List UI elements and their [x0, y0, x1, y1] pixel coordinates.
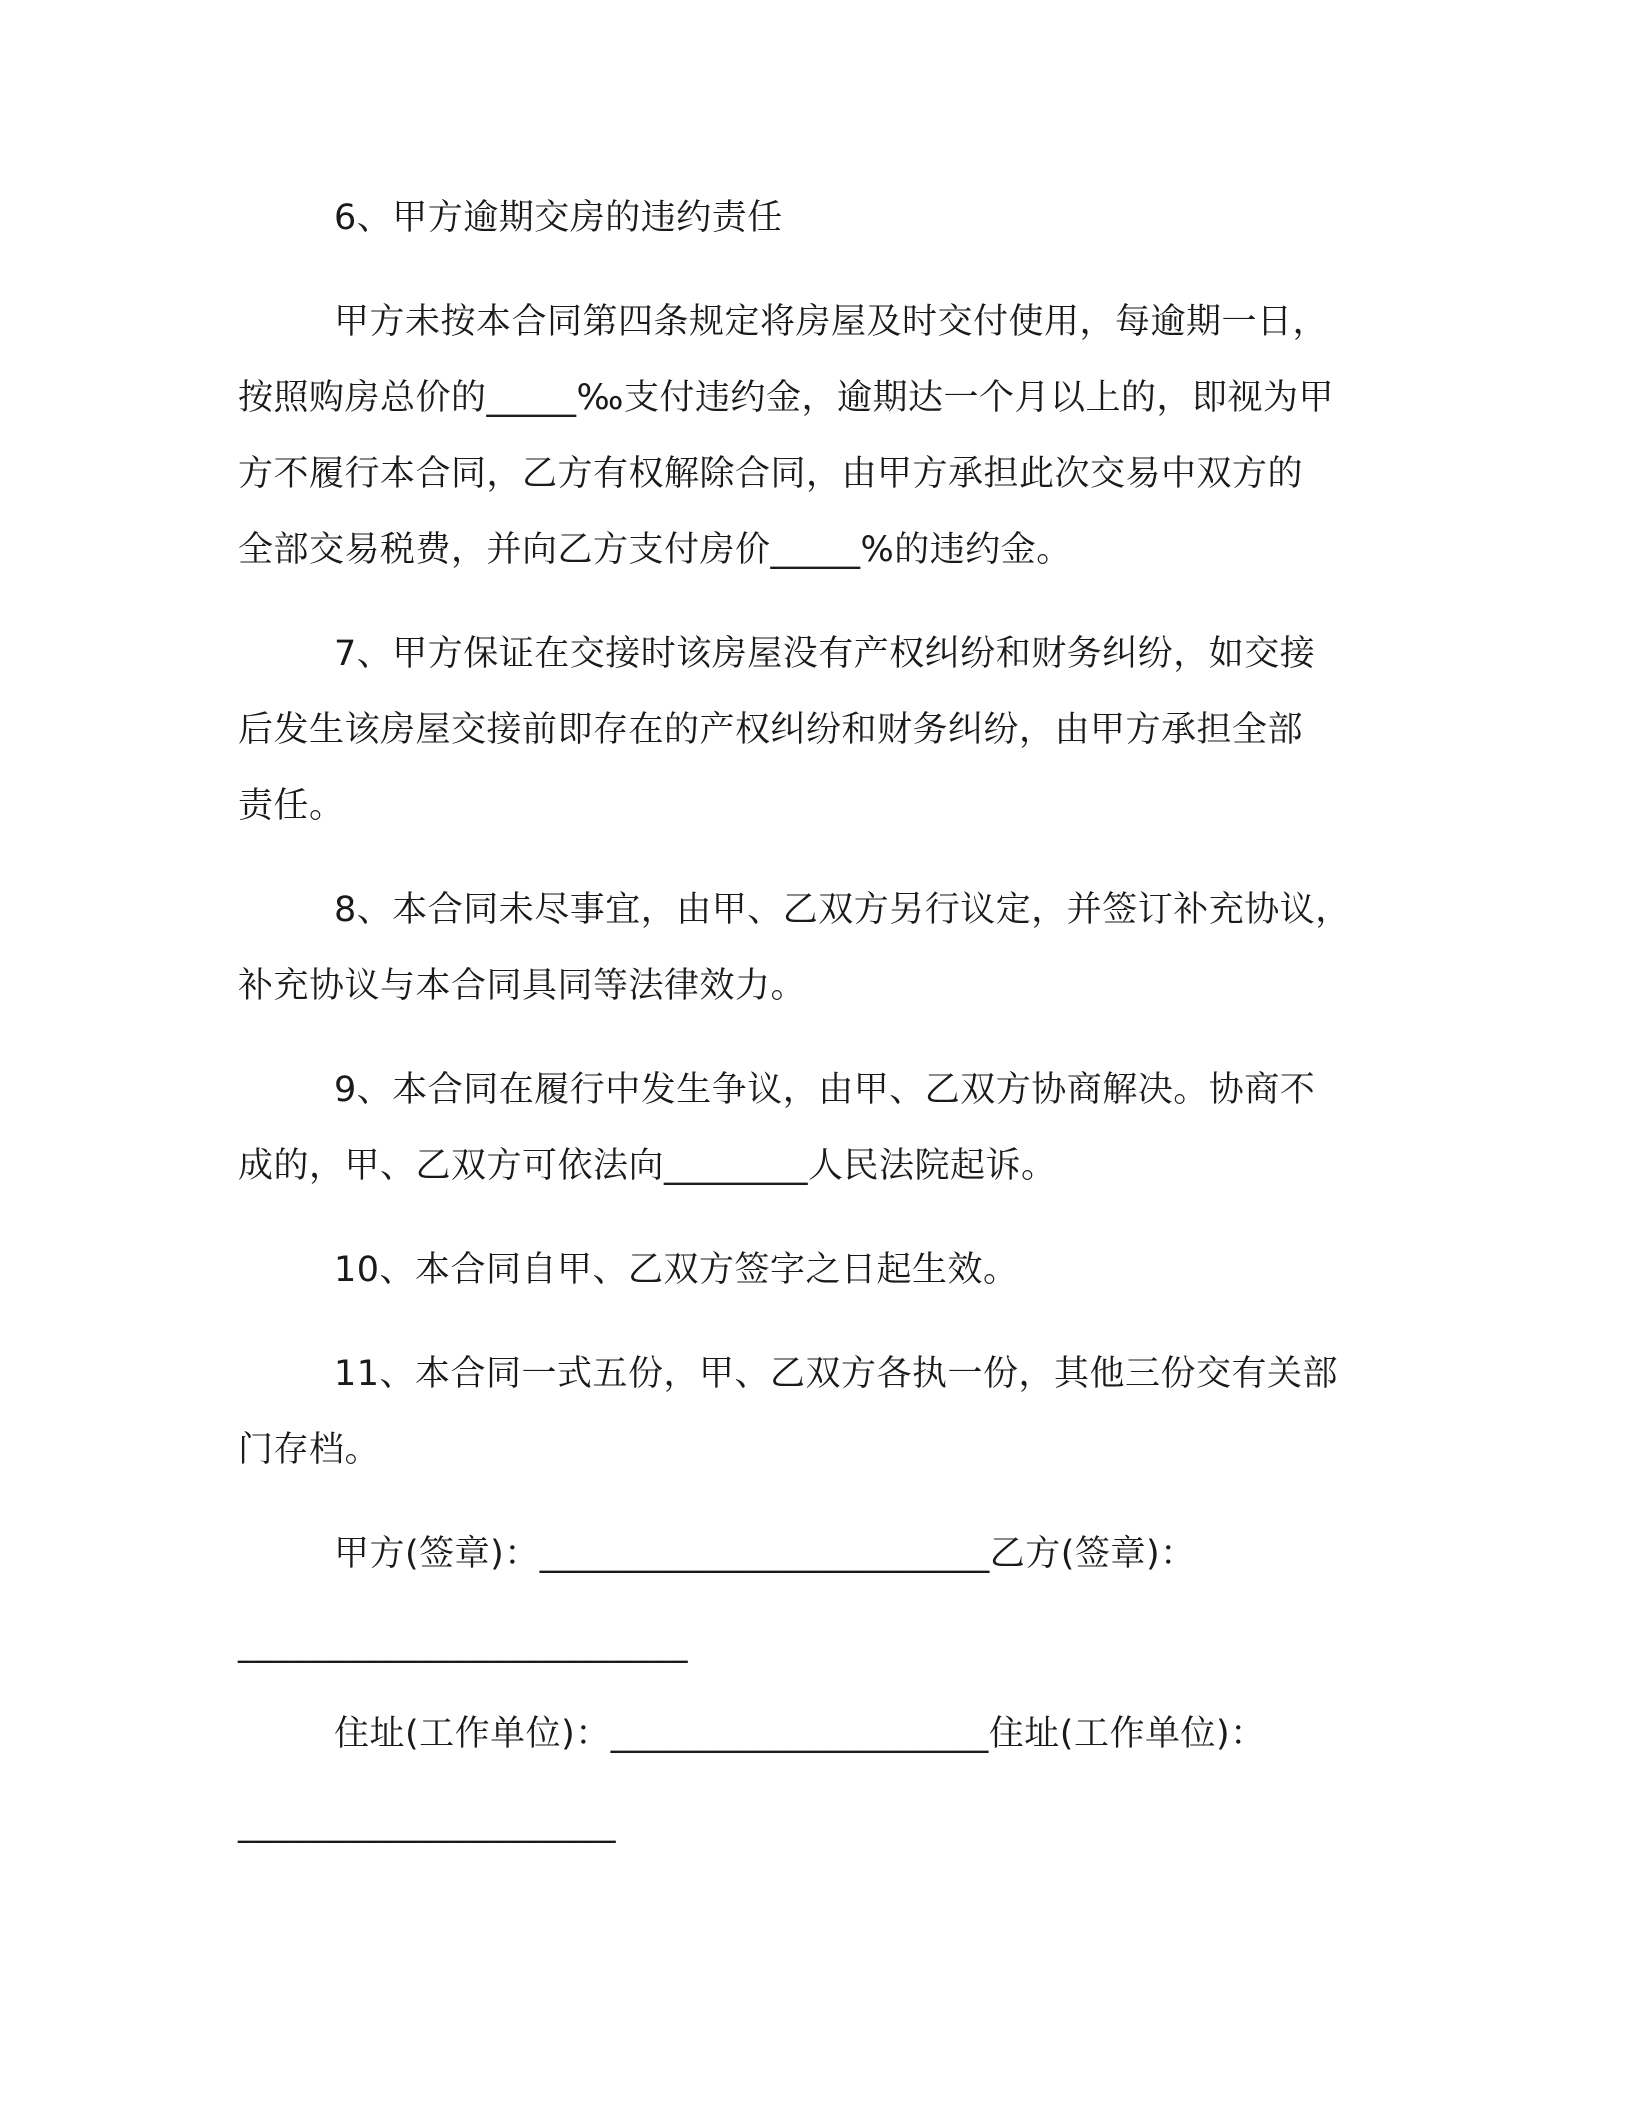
- section-8-line-2: 补充协议与本合同具同等法律效力。: [238, 966, 807, 1006]
- section-9-line-1: 9、本合同在履行中发生争议，由甲、乙双方协商解决。协商不: [334, 1070, 1316, 1110]
- section-7-line-2: 后发生该房屋交接前即存在的产权纠纷和财务纠纷，由甲方承担全部: [238, 710, 1304, 750]
- section-6-heading: 6、甲方逾期交房的违约责任: [334, 198, 783, 238]
- section-6-text-line-3: 方不履行本合同，乙方有权解除合同，由甲方承担此次交易中双方的: [238, 454, 1304, 494]
- section-9-line-2: 成的，甲、乙双方可依法向________人民法院起诉。: [238, 1146, 1057, 1186]
- section-6-text-line-4: 全部交易税费，并向乙方支付房价_____%的违约金。: [238, 530, 1072, 570]
- section-7-line-3: 责任。: [238, 786, 345, 826]
- signature-line: 甲方(签章)：_________________________乙方(签章)：: [334, 1534, 1196, 1574]
- signature-blank: _________________________: [238, 1624, 688, 1664]
- section-11-line-1: 11、本合同一式五份，甲、乙双方各执一份，其他三份交有关部: [334, 1354, 1339, 1394]
- section-10-line: 10、本合同自甲、乙双方签字之日起生效。: [334, 1250, 1019, 1290]
- section-11-line-2: 门存档。: [238, 1430, 381, 1470]
- address-line: 住址(工作单位)：_____________________住址(工作单位)：: [334, 1714, 1266, 1754]
- section-8-line-1: 8、本合同未尽事宜，由甲、乙双方另行议定，并签订补充协议，: [334, 890, 1351, 930]
- section-6-text-line-1: 甲方未按本合同第四条规定将房屋及时交付使用，每逾期一日，: [334, 302, 1329, 342]
- address-blank: _____________________: [238, 1804, 616, 1844]
- section-6-text-line-2: 按照购房总价的_____‰支付违约金，逾期达一个月以上的，即视为甲: [238, 378, 1334, 418]
- section-7-line-1: 7、甲方保证在交接时该房屋没有产权纠纷和财务纠纷，如交接: [334, 634, 1316, 674]
